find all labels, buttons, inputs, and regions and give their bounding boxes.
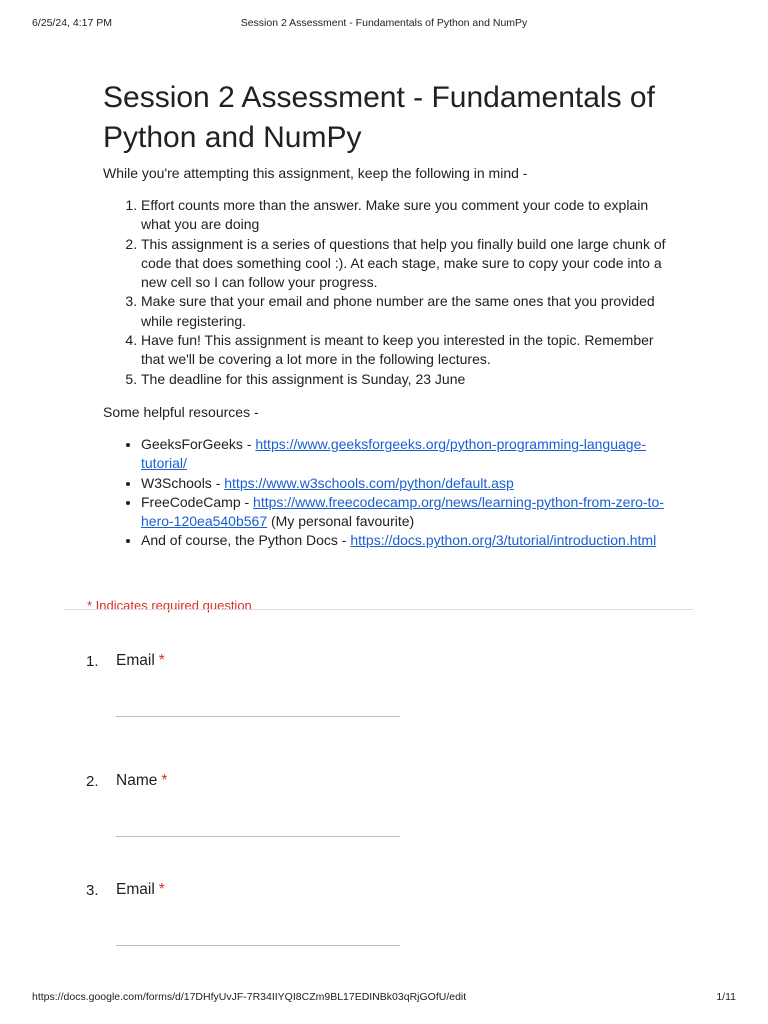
resource-name: W3Schools - [141, 474, 225, 491]
resource-item [141, 531, 673, 550]
print-datetime: 6/25/24, 4:17 PM [32, 17, 112, 29]
question-number: 1. [86, 653, 99, 670]
question-label [116, 881, 165, 899]
print-footer [32, 991, 736, 1005]
question-label [116, 772, 167, 790]
email-answer-input[interactable] [116, 945, 400, 946]
guideline-item: 2. This assignment is a series of questions that help you finally build one large chunk of code that does something cool :). At each stage, make sure to copy your code into a new cell so I can follow your progress. [141, 235, 673, 293]
resource-name: GeeksForGeeks - [141, 435, 256, 452]
guidelines-list [103, 196, 673, 389]
question-number: 3. [86, 882, 99, 899]
question-label [116, 652, 165, 670]
name-answer-input[interactable] [116, 836, 400, 837]
form-description-section [103, 78, 673, 551]
form-intro: While you're attempting this assignment, keep the following in mind - [103, 165, 528, 181]
print-page-number: 1/11 [716, 991, 736, 1003]
guideline-item: 1. Effort counts more than the answer. Make sure you comment your code to explain what you are doing [141, 196, 673, 235]
resource-name: And of course, the Python Docs - [141, 532, 351, 549]
print-document-title: Session 2 Assessment - Fundamentals of Python and NumPy [240, 17, 528, 29]
email-answer-input[interactable] [116, 716, 400, 717]
print-header [32, 17, 736, 31]
resource-note: (My personal favourite) [267, 513, 415, 530]
question-number: 2. [86, 773, 99, 790]
question-label-text: Name [116, 772, 158, 789]
guideline-item: 4. Have fun! This assignment is meant to keep you interested in the topic. Remember that we'll be covering a lot more in the following lectures. [141, 331, 673, 370]
guideline-item: 5. The deadline for this assignment is Sunday, 23 June [141, 370, 673, 389]
resource-item [141, 435, 673, 474]
question-label-text: Email [116, 881, 155, 898]
resource-link-w3schools[interactable]: https://www.w3schools.com/python/default.asp [224, 474, 514, 491]
print-page-url: https://docs.google.com/forms/d/17DHfyUvJF-7R34IIYQI8CZm9BL17EDINBk03qRjGOfU/edit [32, 991, 467, 1003]
resources-heading: Some helpful resources - [103, 403, 259, 420]
resource-item [141, 474, 673, 493]
resource-item [141, 493, 673, 532]
resource-name: FreeCodeCamp - [141, 493, 254, 510]
required-asterisk: * [158, 652, 165, 669]
required-asterisk: * [161, 772, 168, 789]
required-asterisk: * [158, 881, 165, 898]
resources-list [103, 435, 673, 551]
required-question-note: * Indicates required question [87, 598, 252, 613]
guideline-item: 3. Make sure that your email and phone number are the same ones that you provided while registering. [141, 292, 673, 331]
resource-link-python-docs[interactable]: https://docs.python.org/3/tutorial/introduction.html [350, 532, 657, 549]
form-title: Session 2 Assessment - Fundamentals of Python and NumPy [103, 81, 655, 154]
section-divider [64, 609, 693, 610]
question-label-text: Email [116, 652, 155, 669]
resource-link-geeksforgeeks[interactable]: https://www.geeksforgeeks.org/python-programming-language-tutorial/ [141, 435, 647, 472]
resource-link-freecodecamp[interactable]: https://www.freecodecamp.org/news/learning-python-from-zero-to-hero-120ea540b567 [141, 493, 664, 530]
